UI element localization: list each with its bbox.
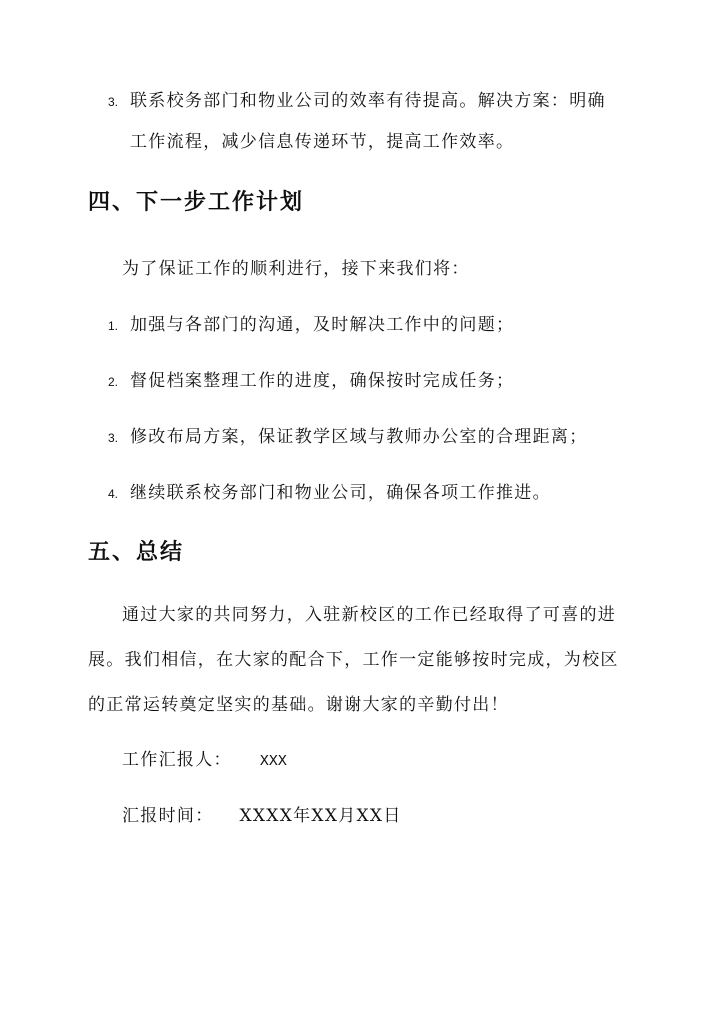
summary-line-1: 通过大家的共同努力，入驻新校区的工作已经取得了可喜的进: [122, 605, 617, 625]
section-heading-summary: 五、总结: [88, 539, 185, 565]
section-heading-next-plan: 四、下一步工作计划: [88, 189, 305, 215]
report-time-label: 汇报时间：: [122, 806, 214, 826]
plan-item-text: 继续联系校务部门和物业公司，确保各项工作推进。: [130, 483, 551, 503]
plan-item-2: [108, 370, 514, 393]
reporter-line: [122, 749, 287, 773]
plan-item-text: 修改布局方案，保证教学区域与教师办公室的合理距离；: [130, 427, 588, 447]
report-time-line: [122, 805, 402, 827]
plan-item-text: 加强与各部门的沟通，及时解决工作中的问题；: [130, 315, 515, 335]
next-plan-intro: 为了保证工作的顺利进行，接下来我们将：: [122, 259, 470, 279]
list-number: 3.: [108, 431, 119, 445]
list-number: 2.: [108, 375, 119, 389]
problem-item-3-line2: 工作流程，减少信息传递环节，提高工作效率。: [130, 132, 515, 152]
reporter-label: 工作汇报人：: [122, 750, 232, 770]
problem-item-3: [108, 90, 606, 113]
list-number: 1.: [108, 319, 119, 333]
reporter-value: XXX: [259, 753, 287, 770]
list-number: 4.: [108, 487, 119, 501]
problem-item-3-line1: 联系校务部门和物业公司的效率有待提高。解决方案：明确: [130, 91, 606, 111]
report-time-value: XXXX年XX月XX日: [239, 806, 402, 826]
summary-line-3: 的正常运转奠定坚实的基础。谢谢大家的辛勤付出！: [88, 695, 509, 715]
list-number: 3.: [108, 95, 119, 109]
summary-line-2: 展。我们相信，在大家的配合下，工作一定能够按时完成，为校区: [88, 650, 619, 670]
plan-item-1: [108, 314, 514, 337]
plan-item-text: 督促档案整理工作的进度，确保按时完成任务；: [130, 371, 515, 391]
plan-item-4: [108, 482, 551, 505]
problem-item-3-continued: [130, 131, 514, 153]
plan-item-3: [108, 426, 588, 449]
